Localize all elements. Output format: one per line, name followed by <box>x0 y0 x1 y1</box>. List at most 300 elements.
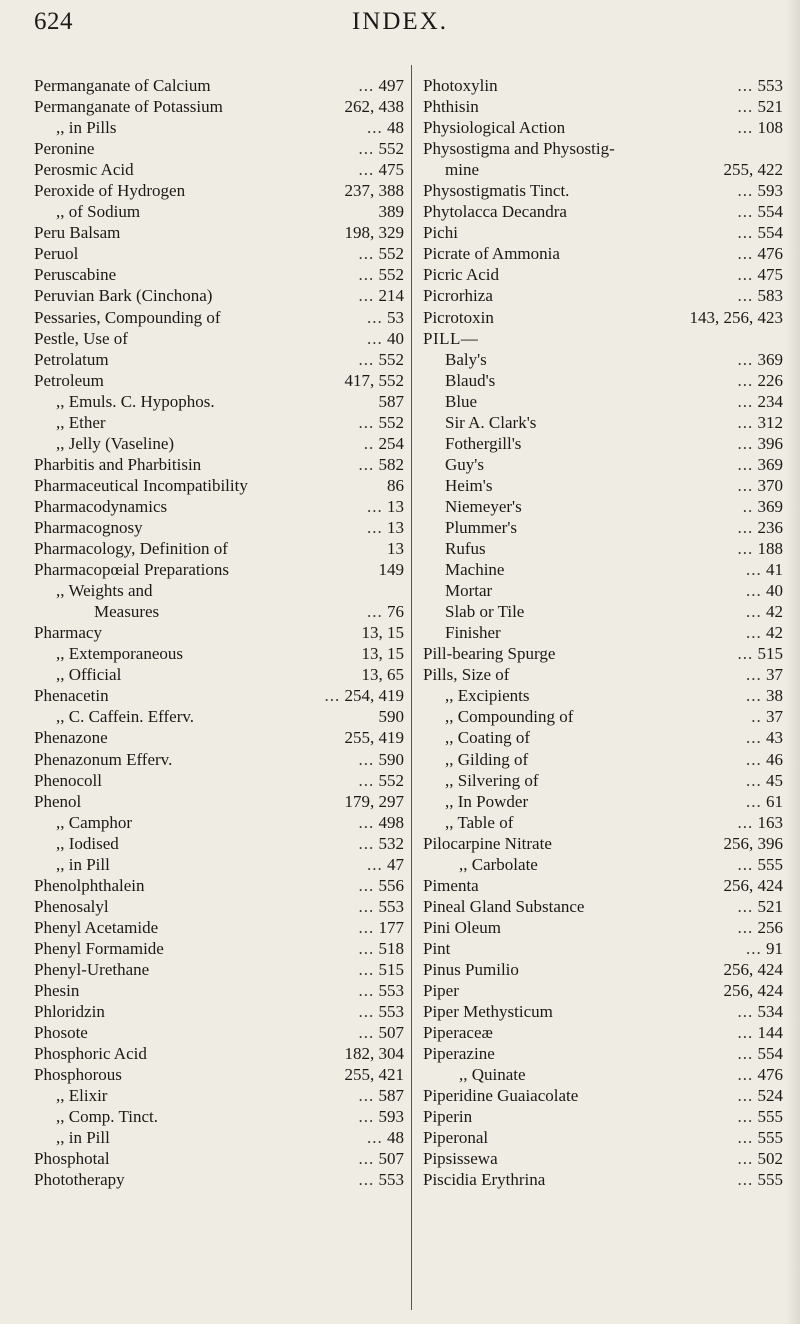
entry-leader: ... <box>358 749 375 769</box>
index-entry <box>34 601 404 622</box>
entry-term: Pipsissewa <box>423 1149 498 1169</box>
entry-page-numbers: 255, 422 <box>723 160 783 180</box>
entry-term: Peroxide of Hydrogen <box>34 181 186 201</box>
entry-page-numbers: 552 <box>378 244 404 264</box>
index-entry <box>423 1064 783 1085</box>
entry-pages <box>738 1064 784 1085</box>
entry-term: Physiological Action <box>423 118 566 138</box>
index-entry <box>34 770 404 791</box>
entry-pages <box>379 391 405 412</box>
entry-page-numbers: 262, 438 <box>344 97 404 117</box>
entry-term: Piscidia Erythrina <box>423 1170 546 1190</box>
entry-pages <box>345 370 405 391</box>
entry-term: Phesin <box>34 981 80 1001</box>
entry-pages <box>738 854 784 875</box>
entry-pages <box>367 601 404 622</box>
index-entry <box>423 580 783 601</box>
entry-term: ,, In Powder <box>445 791 529 811</box>
entry-page-numbers: 182, 304 <box>344 1044 404 1064</box>
entry-leader: ... <box>737 202 754 222</box>
entry-page-numbers: 45 <box>766 770 783 790</box>
index-entry <box>34 1022 404 1043</box>
entry-leader: .. <box>363 433 375 453</box>
entry-pages <box>738 643 784 664</box>
entry-page-numbers: 38 <box>766 686 783 706</box>
entry-page-numbers: 76 <box>387 602 404 622</box>
entry-pages <box>738 475 784 496</box>
index-entry <box>423 391 783 412</box>
entry-pages <box>345 791 405 812</box>
entry-page-numbers: 13, 65 <box>361 665 404 685</box>
entry-page-numbers: 214 <box>378 286 404 306</box>
entry-leader: ... <box>358 959 375 979</box>
entry-page-numbers: 553 <box>757 76 783 95</box>
entry-leader: ... <box>358 938 375 958</box>
entry-pages <box>746 938 783 959</box>
entry-leader: ... <box>737 1002 754 1022</box>
entry-page-numbers: 53 <box>387 307 404 327</box>
index-entry <box>34 138 404 159</box>
entry-term: ,, Compounding of <box>445 707 574 727</box>
entry-page-numbers: 555 <box>757 1107 783 1127</box>
entry-pages <box>746 580 783 601</box>
index-entry <box>423 538 783 559</box>
entry-leader: ... <box>358 1107 375 1127</box>
index-entry <box>423 517 783 538</box>
index-entry <box>423 643 783 664</box>
column-divider <box>411 65 412 1310</box>
index-entry <box>34 1127 404 1148</box>
entry-term: Pharmacology, Definition of <box>34 539 228 559</box>
entry-pages <box>359 412 405 433</box>
index-entry <box>423 222 783 243</box>
entry-term: Peruol <box>34 244 79 264</box>
entry-term: Phosphotal <box>34 1149 110 1169</box>
entry-pages <box>362 664 405 685</box>
index-entry <box>34 159 404 180</box>
entry-term: ,, Extemporaneous <box>56 644 183 664</box>
index-entry <box>34 664 404 685</box>
entry-term: Pinus Pumilio <box>423 959 519 979</box>
entry-term: Piperazine <box>423 1044 495 1064</box>
index-entry <box>423 433 783 454</box>
entry-pages <box>379 706 405 727</box>
entry-pages <box>379 559 405 580</box>
index-entry <box>34 201 404 222</box>
entry-term: Phenacetin <box>34 686 109 706</box>
index-entry <box>423 201 783 222</box>
index-entry <box>34 833 404 854</box>
index-entry <box>34 1001 404 1022</box>
entry-pages <box>738 1148 784 1169</box>
entry-pages <box>345 96 405 117</box>
entry-term: Pichi <box>423 223 458 243</box>
index-entry <box>423 1148 783 1169</box>
entry-pages <box>359 1148 405 1169</box>
index-entry <box>423 1127 783 1148</box>
entry-page-numbers: 502 <box>757 1149 783 1169</box>
entry-pages <box>359 159 405 180</box>
index-entry <box>423 959 783 980</box>
entry-page-numbers: 234 <box>757 391 783 411</box>
entry-page-numbers: 475 <box>378 160 404 180</box>
entry-term: Piper <box>423 981 459 1001</box>
entry-page-numbers: 48 <box>387 1128 404 1148</box>
entry-page-numbers: 554 <box>757 1044 783 1064</box>
index-entry <box>423 791 783 812</box>
entry-pages <box>345 1064 405 1085</box>
index-entry <box>34 117 404 138</box>
index-entry <box>34 1169 404 1190</box>
entry-term: Picrate of Ammonia <box>423 244 560 264</box>
index-entry <box>423 685 783 706</box>
index-entry <box>423 454 783 475</box>
index-entry <box>34 454 404 475</box>
entry-leader: ... <box>737 1149 754 1169</box>
entry-page-numbers: 256, 424 <box>723 875 783 895</box>
entry-pages <box>738 370 784 391</box>
entry-page-numbers: 555 <box>757 1128 783 1148</box>
entry-pages <box>724 159 784 180</box>
entry-leader: ... <box>746 791 762 811</box>
entry-term: Phenyl Formamide <box>34 938 164 958</box>
entry-page-numbers: 507 <box>378 1149 404 1169</box>
page-title: INDEX. <box>351 8 448 35</box>
index-entry <box>34 622 404 643</box>
entry-page-numbers: 521 <box>757 896 783 916</box>
entry-term: Photoxylin <box>423 76 498 95</box>
entry-page-numbers: 554 <box>757 223 783 243</box>
entry-term: Pint <box>423 938 451 958</box>
entry-leader: ... <box>737 76 754 95</box>
entry-leader: ... <box>737 644 754 664</box>
index-entry <box>34 791 404 812</box>
index-entry <box>34 538 404 559</box>
index-column-right <box>423 75 783 1190</box>
entry-page-numbers: 369 <box>757 349 783 369</box>
index-entry <box>34 264 404 285</box>
entry-pages <box>345 1043 405 1064</box>
entry-pages <box>359 1001 405 1022</box>
index-entry <box>423 706 783 727</box>
entry-leader: ... <box>746 728 762 748</box>
entry-page-numbers: 593 <box>757 181 783 201</box>
page-number: 624 <box>34 8 73 35</box>
entry-pages <box>359 243 405 264</box>
entry-pages <box>359 938 405 959</box>
index-entry <box>34 517 404 538</box>
entry-page-numbers: 37 <box>766 665 783 685</box>
entry-leader: ... <box>737 1107 754 1127</box>
entry-page-numbers: 40 <box>387 328 404 348</box>
entry-pages <box>359 75 405 96</box>
entry-leader: ... <box>737 539 754 559</box>
entry-term: ,, Elixir <box>56 1086 108 1106</box>
entry-page-numbers: 524 <box>757 1086 783 1106</box>
entry-pages <box>387 475 404 496</box>
index-entry <box>34 749 404 770</box>
index-entry <box>423 749 783 770</box>
index-entry <box>423 812 783 833</box>
entry-term: Phototherapy <box>34 1170 125 1190</box>
entry-pages <box>738 391 784 412</box>
entry-pages <box>359 454 405 475</box>
entry-page-numbers: 179, 297 <box>344 791 404 811</box>
entry-pages <box>345 727 405 748</box>
entry-term: Mortar <box>445 581 493 601</box>
entry-page-numbers: 256, 424 <box>723 981 783 1001</box>
entry-term: ,, Carbolate <box>459 854 538 874</box>
index-entry <box>34 854 404 875</box>
index-entry <box>34 285 404 306</box>
entry-pages <box>738 349 784 370</box>
entry-term: Finisher <box>445 623 501 643</box>
entry-page-numbers: 497 <box>378 76 404 95</box>
entry-term: Pharmacopœial Preparations <box>34 560 229 580</box>
index-entry <box>423 601 783 622</box>
entry-pages <box>359 1106 405 1127</box>
entry-term: Pini Oleum <box>423 917 501 937</box>
entry-term: ,, of Sodium <box>56 202 141 222</box>
entry-term: ,, Table of <box>445 812 514 832</box>
entry-pages <box>746 791 783 812</box>
entry-page-numbers: 13 <box>387 539 404 559</box>
entry-page-numbers: 237, 388 <box>344 181 404 201</box>
index-entry <box>423 1001 783 1022</box>
entry-term: Perosmic Acid <box>34 160 134 180</box>
entry-page-numbers: 553 <box>378 896 404 916</box>
entry-leader: ... <box>358 265 375 285</box>
entry-term: Pills, Size of <box>423 665 510 685</box>
entry-page-numbers: 42 <box>766 602 783 622</box>
entry-pages <box>738 812 784 833</box>
entry-term: ,, Ether <box>56 412 106 432</box>
entry-leader: ... <box>358 286 375 306</box>
entry-term: Pineal Gland Substance <box>423 896 585 916</box>
entry-pages <box>746 622 783 643</box>
entry-leader: ... <box>737 349 754 369</box>
entry-leader: ... <box>737 812 754 832</box>
entry-term: ,, Silvering of <box>445 770 539 790</box>
entry-pages <box>746 770 783 791</box>
entry-term: Peruvian Bark (Cinchona) <box>34 286 213 306</box>
entry-leader: ... <box>746 665 762 685</box>
index-entry <box>423 622 783 643</box>
entry-leader: ... <box>358 770 375 790</box>
entry-page-numbers: 255, 419 <box>344 728 404 748</box>
entry-term: Sir A. Clark's <box>445 412 537 432</box>
entry-page-numbers: 177 <box>378 917 404 937</box>
entry-term: Picrorhiza <box>423 286 493 306</box>
entry-term: Rufus <box>445 539 486 559</box>
entry-page-numbers: 144 <box>757 1023 783 1043</box>
entry-term: Pharmacy <box>34 623 102 643</box>
index-entry <box>34 938 404 959</box>
entry-leader: ... <box>358 981 375 1001</box>
index-entry <box>34 812 404 833</box>
entry-page-numbers: 86 <box>387 475 404 495</box>
entry-leader: ... <box>737 917 754 937</box>
index-entry <box>34 1064 404 1085</box>
index-entry <box>423 559 783 580</box>
entry-term: ,, in Pill <box>56 854 110 874</box>
index-entry <box>423 1022 783 1043</box>
entry-term: Slab or Tile <box>445 602 525 622</box>
entry-leader: ... <box>737 118 754 138</box>
entry-leader: ... <box>358 1002 375 1022</box>
entry-page-numbers: 312 <box>757 412 783 432</box>
entry-leader: ... <box>367 602 383 622</box>
index-entry <box>423 285 783 306</box>
index-entry <box>34 307 404 328</box>
index-entry <box>423 770 783 791</box>
entry-leader: ... <box>737 517 754 537</box>
entry-pages <box>743 496 783 517</box>
entry-term: ,, in Pills <box>56 118 117 138</box>
index-entry <box>423 412 783 433</box>
entry-term: Blue <box>445 391 478 411</box>
entry-page-numbers: 587 <box>378 391 404 411</box>
entry-leader: ... <box>358 896 375 916</box>
entry-pages <box>359 1022 405 1043</box>
entry-pages <box>746 749 783 770</box>
entry-page-numbers: 256, 424 <box>723 959 783 979</box>
entry-leader: ... <box>367 307 383 327</box>
index-entry <box>34 180 404 201</box>
index-entry <box>423 117 783 138</box>
index-entry <box>423 1085 783 1106</box>
entry-pages <box>367 517 404 538</box>
entry-term: ,, Comp. Tinct. <box>56 1107 159 1127</box>
index-entry <box>423 75 783 96</box>
entry-leader: ... <box>737 412 754 432</box>
entry-leader: ... <box>358 244 375 264</box>
entry-pages <box>359 1169 405 1190</box>
entry-term: ,, Camphor <box>56 812 133 832</box>
entry-page-numbers: 40 <box>766 581 783 601</box>
index-entry <box>34 391 404 412</box>
entry-leader: ... <box>737 1170 754 1190</box>
entry-term: PILL— <box>423 328 479 348</box>
entry-leader: ... <box>737 1128 754 1148</box>
entry-pages <box>345 222 405 243</box>
index-entry <box>34 222 404 243</box>
entry-page-numbers: 553 <box>378 981 404 1001</box>
index-entry <box>423 138 783 159</box>
entry-pages <box>738 1085 784 1106</box>
index-entry <box>34 370 404 391</box>
entry-term: Phosphoric Acid <box>34 1044 147 1064</box>
index-entry <box>423 833 783 854</box>
entry-pages <box>359 812 405 833</box>
entry-page-numbers: 532 <box>378 833 404 853</box>
entry-leader: ... <box>746 623 762 643</box>
entry-pages <box>359 349 405 370</box>
entry-page-numbers: 554 <box>757 202 783 222</box>
entry-leader: ... <box>358 1023 375 1043</box>
entry-term: Phenyl-Urethane <box>34 959 150 979</box>
entry-pages <box>738 412 784 433</box>
entry-pages <box>738 75 784 96</box>
index-entry <box>423 264 783 285</box>
entry-page-numbers: 555 <box>757 1170 783 1190</box>
entry-pages <box>738 1106 784 1127</box>
entry-term: ,, Iodised <box>56 833 119 853</box>
entry-pages <box>738 222 784 243</box>
entry-term: Phenol <box>34 791 82 811</box>
entry-term: ,, Coating of <box>445 728 530 748</box>
entry-pages <box>746 601 783 622</box>
index-entry <box>34 559 404 580</box>
entry-term: Piperin <box>423 1107 473 1127</box>
entry-leader: ... <box>367 1128 383 1148</box>
entry-term: ,, Emuls. C. Hypophos. <box>56 391 215 411</box>
entry-pages <box>738 96 784 117</box>
entry-pages <box>359 1085 405 1106</box>
entry-pages <box>724 959 784 980</box>
entry-leader: ... <box>737 1044 754 1064</box>
entry-pages <box>364 433 404 454</box>
entry-term: Phosote <box>34 1023 88 1043</box>
entry-leader: ... <box>737 1086 754 1106</box>
index-entry <box>34 496 404 517</box>
index-entry <box>34 328 404 349</box>
entry-leader: ... <box>358 139 375 159</box>
entry-pages <box>367 307 404 328</box>
entry-page-numbers: 553 <box>378 1170 404 1190</box>
entry-pages <box>746 664 783 685</box>
entry-term: ,, Official <box>56 665 122 685</box>
entry-page-numbers: 254, 419 <box>344 686 404 706</box>
entry-leader: ... <box>737 896 754 916</box>
entry-leader: ... <box>367 118 383 138</box>
entry-term: Pessaries, Compounding of <box>34 307 221 327</box>
entry-leader: ... <box>746 770 762 790</box>
index-entry <box>34 875 404 896</box>
entry-page-numbers: 498 <box>378 812 404 832</box>
entry-leader: ... <box>746 602 762 622</box>
entry-term: Phenolphthalein <box>34 875 145 895</box>
entry-term: Baly's <box>445 349 487 369</box>
entry-pages <box>738 1127 784 1148</box>
entry-term: Pharmacognosy <box>34 517 143 537</box>
entry-pages <box>359 959 405 980</box>
entry-term: Petrolatum <box>34 349 109 369</box>
entry-term: Pimenta <box>423 875 479 895</box>
entry-page-numbers: 590 <box>378 707 404 727</box>
entry-page-numbers: 555 <box>757 854 783 874</box>
entry-leader: ... <box>746 560 762 580</box>
entry-page-numbers: 556 <box>378 875 404 895</box>
entry-term: Plummer's <box>445 517 518 537</box>
entry-leader: ... <box>358 833 375 853</box>
index-entry <box>34 349 404 370</box>
entry-leader: ... <box>737 244 754 264</box>
entry-page-numbers: 515 <box>378 959 404 979</box>
entry-pages <box>359 285 405 306</box>
entry-pages <box>362 643 405 664</box>
entry-pages <box>367 854 404 875</box>
entry-term: Machine <box>445 560 505 580</box>
entry-page-numbers: 188 <box>757 539 783 559</box>
entry-page-numbers: 582 <box>378 454 404 474</box>
entry-term: Phenosalyl <box>34 896 109 916</box>
entry-leader: .. <box>742 496 754 516</box>
entry-term: ,, Jelly (Vaseline) <box>56 433 175 453</box>
index-entry <box>423 370 783 391</box>
entry-page-numbers: 396 <box>757 433 783 453</box>
entry-page-numbers: 552 <box>378 139 404 159</box>
